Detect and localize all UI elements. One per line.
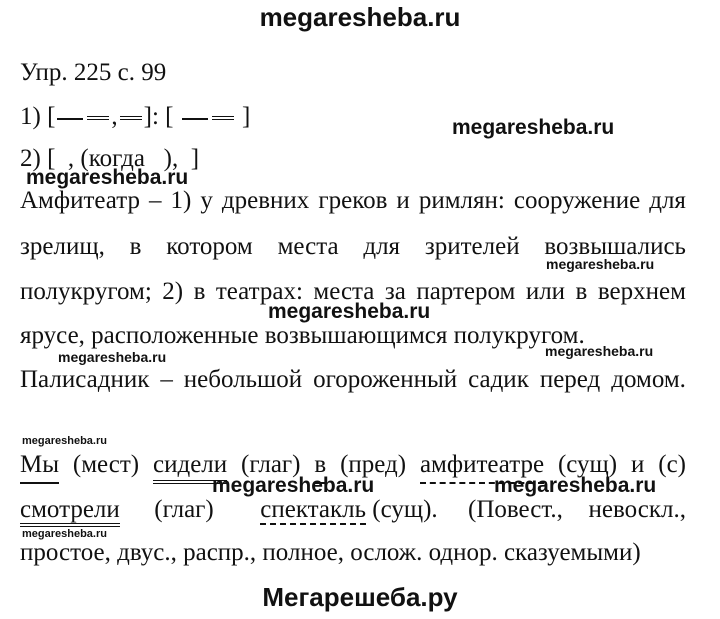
word-conjunction: и [630, 451, 645, 478]
watermark: megaresheba.ru [452, 116, 615, 139]
schema-1-close: ] [242, 103, 251, 130]
exercise-title: Упр. 225 с. 99 [20, 59, 167, 86]
word: 2) [162, 278, 184, 305]
schema-1-comma: , [111, 103, 118, 130]
word: Палисадник [20, 366, 150, 393]
word: или [525, 278, 566, 305]
predicate-line [212, 114, 234, 120]
watermark-bottom: Мегарешеба.ру [262, 582, 458, 612]
word-subject: Мы [20, 450, 59, 484]
word: Амфитеатр [20, 187, 140, 214]
schema-1-mid: ]: [ [143, 103, 174, 130]
schema-1 [20, 102, 250, 132]
word: (Повест., [468, 496, 563, 523]
watermark: megaresheba.ru [546, 256, 655, 272]
word: невоскл., [588, 496, 686, 523]
pos-tag: (сущ). [372, 496, 438, 523]
definition-2 [20, 365, 686, 395]
analysis-line-3: простое, двус., распр., полное, ослож. однор. сказуемыми) [20, 539, 641, 566]
watermark: megaresheba.ru [494, 474, 657, 497]
word: садик [468, 366, 529, 393]
word-object: спектакль [260, 496, 366, 523]
schema-2: 2) [ , (когда ), ] [20, 145, 200, 172]
watermark: megaresheba.ru [26, 166, 189, 189]
word: партером [416, 278, 516, 305]
word-predicate: сидели [153, 450, 227, 484]
word: 1) [170, 187, 192, 214]
watermark: megaresheba.ru [22, 528, 107, 540]
pos-tag: (глаг) [154, 496, 214, 523]
word: для [649, 187, 686, 214]
word: огороженный [313, 366, 458, 393]
word-predicate: смотрели [20, 496, 120, 527]
word-preposition: в [314, 450, 326, 484]
word: зрелищ, [20, 233, 105, 260]
subject-line [182, 118, 208, 120]
word: театрах: [215, 278, 303, 305]
word: и [396, 187, 410, 214]
word: в [129, 233, 142, 260]
word: римлян: [418, 187, 505, 214]
word: для [363, 233, 401, 260]
word: – [149, 187, 162, 214]
word: небольшой [183, 366, 303, 393]
definition-line-1 [20, 186, 686, 216]
word: полукругом; [20, 278, 152, 305]
word: перед [539, 366, 601, 393]
pos-tag: (пред) [340, 451, 407, 478]
word: зрителей [424, 233, 520, 260]
pos-tag: (мест) [72, 451, 140, 478]
pos-tag: (сущ) [557, 451, 618, 478]
watermark: megaresheba.ru [212, 474, 375, 497]
word-circumstance: амфитеатре [420, 450, 544, 484]
predicate-line [87, 114, 109, 120]
word: возвышались [544, 233, 686, 260]
watermark: megaresheba.ru [58, 349, 167, 365]
word: – [160, 366, 173, 393]
word: котором [166, 233, 253, 260]
word: в [575, 278, 588, 305]
word: у [200, 187, 213, 214]
word: древних [221, 187, 310, 214]
word: в [193, 278, 206, 305]
watermark: megaresheba.ru [545, 343, 654, 359]
word: домом. [611, 366, 686, 393]
word: места [313, 278, 375, 305]
analysis-line-2-left [20, 495, 438, 525]
pos-tag: (с) [658, 451, 686, 478]
definition-line-4: ярусе, расположенные возвышающимся полукругом. [20, 322, 585, 349]
predicate-line [120, 114, 142, 120]
analysis-line-2-right [468, 495, 686, 525]
word: верхнем [597, 278, 686, 305]
watermark-top: megaresheba.ru [259, 2, 461, 32]
word: сооружение [513, 187, 641, 214]
pos-tag: (глаг) [241, 451, 301, 478]
word: за [384, 278, 406, 305]
word: греков [318, 187, 388, 214]
watermark: megaresheba.ru [268, 300, 431, 323]
subject-line [57, 118, 83, 120]
watermark: megaresheba.ru [22, 435, 107, 447]
word: места [277, 233, 339, 260]
schema-1-open: 1) [ [20, 103, 56, 130]
